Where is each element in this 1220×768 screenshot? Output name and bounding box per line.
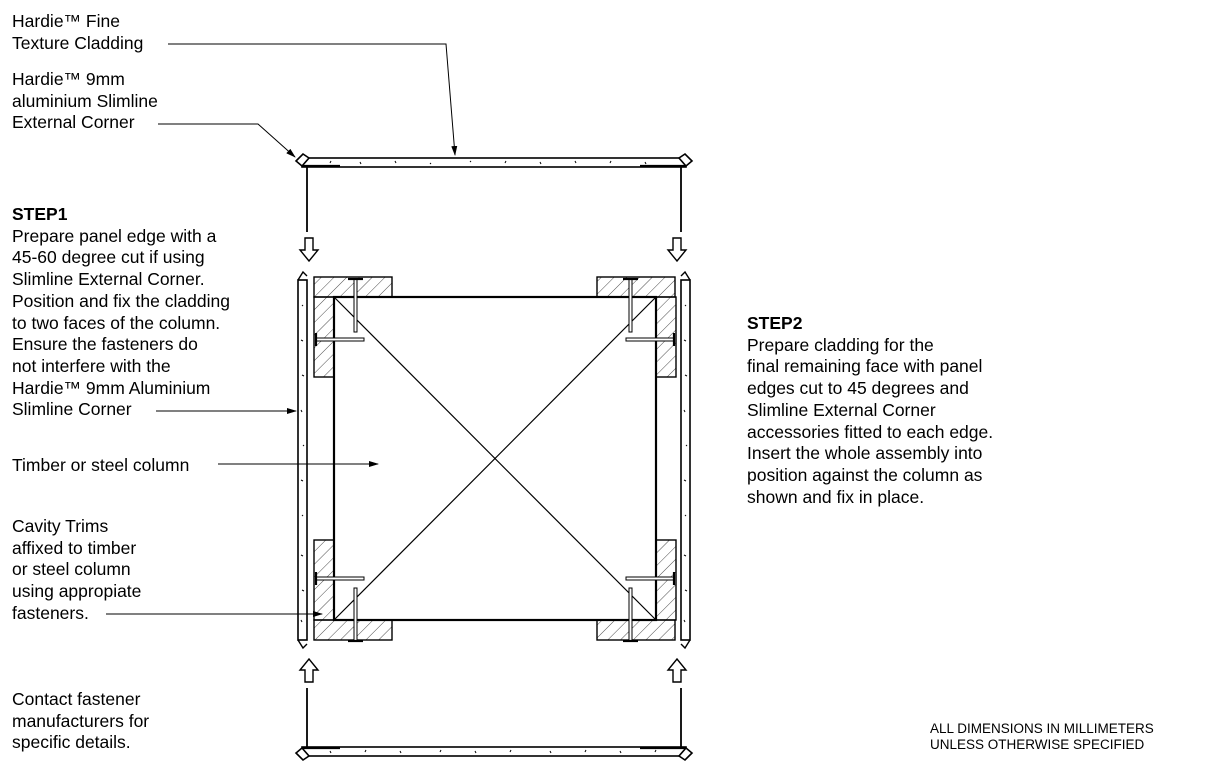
step1-line: Prepare panel edge with a [12, 225, 217, 246]
top-cladding-panel [302, 158, 686, 167]
step1-line: 45-60 degree cut if using [12, 247, 205, 268]
step2-line: accessories fitted to each edge. [747, 421, 994, 442]
step2-title: STEP2 [747, 313, 803, 333]
down-arrow-icon [300, 238, 318, 261]
cavity-trim-bottom-right-horizontal [597, 620, 675, 640]
step2-line: Prepare cladding for the [747, 334, 934, 355]
cladding-label-line: Hardie™ Fine [12, 11, 120, 31]
leader-cladding [168, 44, 455, 155]
step1-line: Position and fix the cladding [12, 290, 230, 311]
fastener [629, 279, 632, 332]
cladding-label-line: Texture Cladding [12, 32, 144, 53]
cavity-label-line: using appropiate [12, 581, 142, 602]
cavity-label-line: Cavity Trims [12, 516, 109, 536]
step2-line: Slimline External Corner [747, 399, 936, 420]
cavity-label-line: or steel column [12, 559, 131, 580]
bottom-cladding-panel [302, 747, 686, 756]
contact-label-line: manufacturers for [12, 710, 150, 731]
corner-label-line: External Corner [12, 112, 135, 133]
down-arrow-icon [668, 238, 686, 261]
fastener [354, 588, 357, 641]
cavity-label-line: fasteners. [12, 602, 89, 623]
contact-label-line: specific details. [12, 732, 131, 753]
step1-line: to two faces of the column. [12, 312, 221, 333]
fastener [626, 338, 674, 341]
step1-line: Slimline Corner [12, 399, 132, 420]
corner-label-line: Hardie™ 9mm [12, 69, 125, 89]
step1-line: Slimline External Corner. [12, 269, 205, 290]
contact-label-line: Contact fastener [12, 689, 141, 709]
corner-label-line: aluminium Slimline [12, 90, 158, 111]
fastener [316, 577, 364, 580]
step2-line: position against the column as [747, 464, 983, 485]
right-cladding-panel [681, 272, 690, 648]
step1-line: not interfere with the [12, 355, 171, 376]
fastener [316, 338, 364, 341]
column [334, 297, 656, 620]
fastener [354, 279, 357, 332]
left-cladding-panel [298, 272, 307, 648]
step1-title: STEP1 [12, 204, 68, 224]
fastener [626, 577, 674, 580]
column-label-line: Timber or steel column [12, 455, 190, 475]
cavity-trim-bottom-left-horizontal [314, 620, 392, 640]
leader-corner [158, 124, 295, 157]
dimensions-note-line: UNLESS OTHERWISE SPECIFIED [930, 737, 1145, 752]
step2-line: edges cut to 45 degrees and [747, 378, 969, 399]
step1-line: Ensure the fasteners do [12, 334, 198, 355]
step1-line: Hardie™ 9mm Aluminium [12, 377, 211, 398]
cavity-label-line: affixed to timber [12, 537, 137, 558]
step2-line: shown and fix in place. [747, 486, 925, 507]
step2-line: Insert the whole assembly into [747, 443, 983, 464]
dimensions-note-line: ALL DIMENSIONS IN MILLIMETERS [930, 721, 1154, 736]
up-arrow-icon [300, 659, 318, 682]
up-arrow-icon [668, 659, 686, 682]
fastener [629, 588, 632, 641]
step2-line: final remaining face with panel [747, 356, 983, 377]
